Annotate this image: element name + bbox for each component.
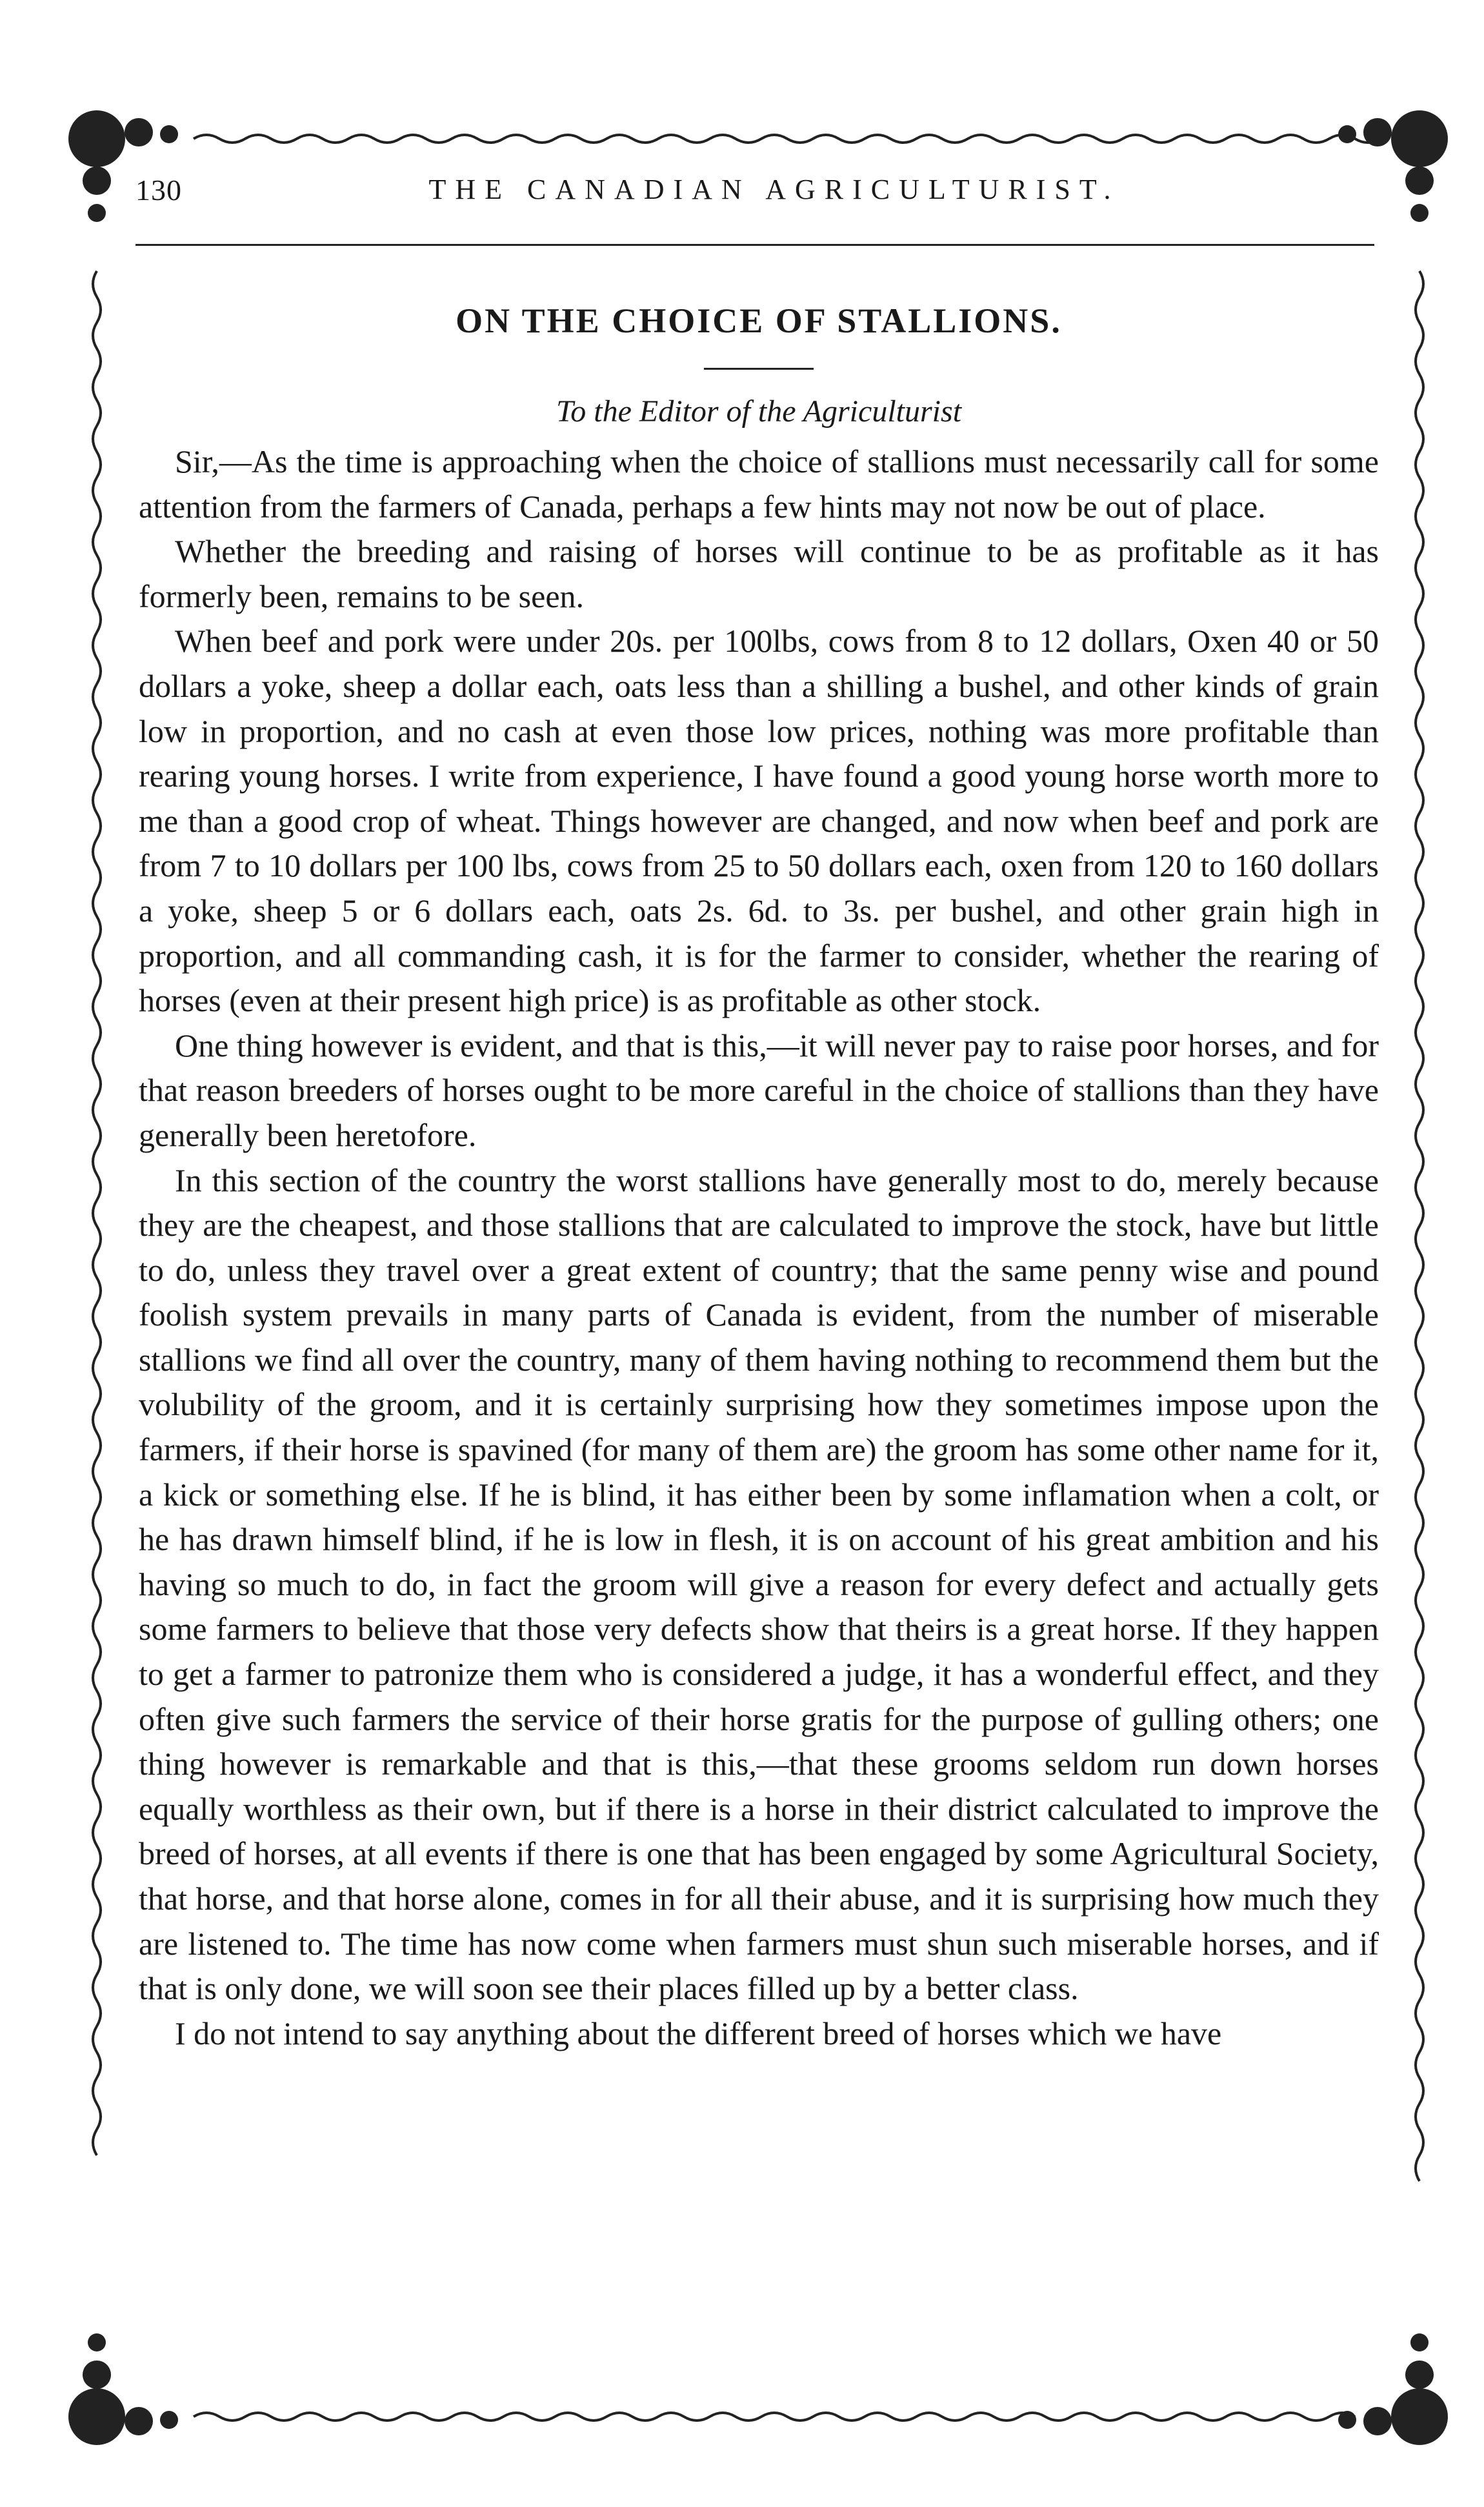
bottom-wavy-rule [194, 2413, 1355, 2421]
paragraph-4: One thing however is evident, and that is this,—it will never pay to raise poor horses, and for that reason breeders of horses ought to be more careful in the choice of stallions than they have generally been heretofore. [139, 1027, 1379, 1153]
page-number: 130 [135, 174, 182, 206]
paragraph-6: I do not intend to say anything about the different breed of horses which we have [175, 2015, 1222, 2051]
left-wavy-rule [93, 271, 101, 2155]
salutation: To the Editor of the Agriculturist [556, 394, 962, 428]
corner-ornament-bottom-left [68, 2333, 178, 2445]
running-header [135, 173, 1374, 218]
paragraph-3: When beef and pork were under 20s. per 100lbs, cows from 8 to 12 dollars, Oxen 40 or 50 dollars a yoke, sheep a dollar each, oats less than a shilling a bushel, and other kinds of grain low in proportion, and no cash at even those low prices, nothing was more profitable than rearing young horses. I write from experience, I have found a good young horse worth more to me than a good crop of wheat. Things however are changed, and now when beef and pork are from 7 to 10 dollars per 100 lbs, cows from 25 to 50 dollars each, oxen from 120 to 160 dollars a yoke, sheep 5 or 6 dollars each, oats 2s. 6d. to 3s. per bushel, and other grain high in proportion, and all commanding cash, it is for the farmer to consider, whether the rearing of horses (even at their present high price) is as profitable as other stock. [139, 623, 1379, 1019]
title-rule [704, 368, 814, 370]
paragraph-2: Whether the breeding and raising of horses will continue to be as profitable as it has formerly been, remains to be seen. [139, 533, 1379, 614]
article [139, 298, 1379, 2056]
article-title: ON THE CHOICE OF STALLIONS. [456, 301, 1062, 340]
right-wavy-rule [1416, 271, 1423, 2181]
top-wavy-rule [194, 135, 1381, 143]
corner-ornament-bottom-right [1338, 2333, 1448, 2445]
header-rule [135, 244, 1374, 246]
paragraph-5: In this section of the country the worst stallions have generally most to do, merely because they are the cheapest, and those stallions that are calculated to improve the stock, have but little to do, unless they travel over a great extent of country; that the same penny wise and pound foolish system prevails in many parts of Canada is evident, from the number of miserable stallions we find all over the country, many of them having nothing to recommend them but the volubility of the groom, and it is certainly surprising how they sometimes impose upon the farmers, if their horse is spavined (for many of them are) the groom has some other name for it, a kick or something else. If he is blind, it has either been by some inflamation when a colt, or he has drawn himself blind, if he is low in flesh, it is on account of his great ambition and his having so much to do, in fact the groom will give a reason for every defect and actually gets some farmers to believe that those very defects show that theirs is a great horse. If they happen to get a farmer to patronize them who is considered a judge, it has a wonderful effect, and they often give such farmers the service of their horse gratis for the purpose of gulling others; one thing however is remarkable and that is this,—that these grooms seldom run down horses equally worthless as their own, but if there is a horse in their district calculated to improve the breed of horses, at all events if there is one that has been engaged by some Agricultural Society, that horse, and that horse alone, comes in for all their abuse, and it is surprising how much they are listened to. The time has now come when farmers must shun such miserable horses, and if that is only done, we will soon see their places filled up by a better class. [139, 1162, 1379, 2007]
running-title: THE CANADIAN AGRICULTURIST. [428, 174, 1120, 205]
paragraph-1: Sir,—As the time is approaching when the choice of stallions must necessarily call for some attention from the farmers of Canada, perhaps a few hints may not now be out of place. [139, 443, 1379, 525]
